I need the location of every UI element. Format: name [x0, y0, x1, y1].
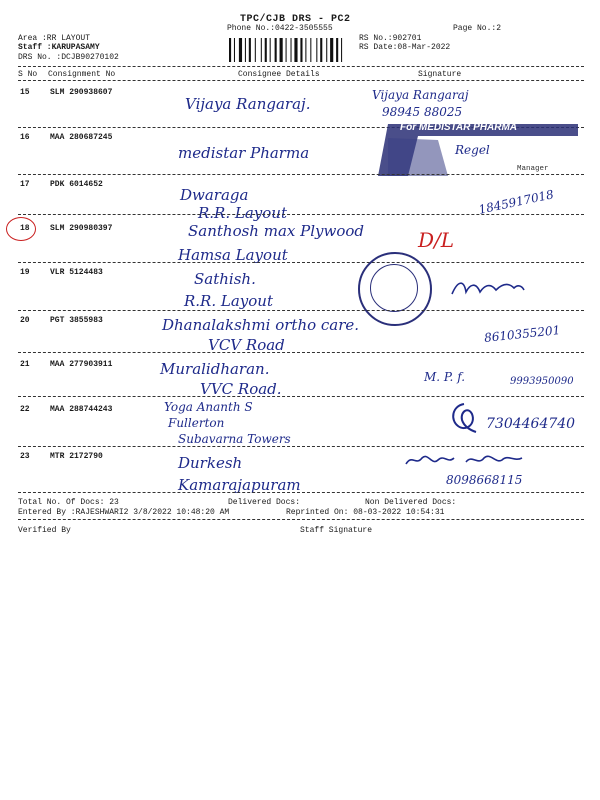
footer-divider: [18, 519, 584, 520]
row-23-signature-phone: 8098668115: [446, 473, 523, 487]
row-18-consignment: SLM 290980397: [50, 224, 113, 233]
rs-date: RS Date:08-Mar-2022: [359, 43, 451, 52]
non-delivered-docs: Non Delivered Docs:: [365, 498, 457, 507]
otto-bock-seal: [358, 252, 432, 326]
row-21-consignment: MAA 277903911: [50, 360, 113, 369]
row-19-consignee-2: R.R. Layout: [184, 292, 273, 310]
row-15-sno: 15: [20, 88, 30, 97]
row-15-consignment: SLM 290938607: [50, 88, 113, 97]
row-22-signature-scribble: [446, 400, 482, 436]
row-22-consignee-3: Subavarna Towers: [178, 432, 291, 446]
row-divider: [18, 446, 584, 447]
row-21-consignee-2: VVC Road.: [200, 380, 282, 398]
col-consignment: Consignment No: [48, 70, 116, 79]
row-divider: [18, 492, 584, 493]
row-divider: [18, 310, 584, 311]
row-17-sno: 17: [20, 180, 30, 189]
row-16-consignment: MAA 280687245: [50, 133, 113, 142]
medistar-stamp-text: For MEDISTAR PHARMA: [400, 122, 518, 133]
total-docs: Total No. Of Docs: 23: [18, 498, 119, 507]
row-20-consignee-2: VCV Road: [208, 336, 285, 354]
drs-title: TPC/CJB DRS - PC2: [240, 14, 351, 25]
row-21-consignee-1: Muralidharan.: [160, 360, 270, 378]
col-sno: S No: [18, 70, 38, 79]
delivered-docs: Delivered Docs:: [228, 498, 301, 507]
row-16-sno: 16: [20, 133, 30, 142]
verified-by: Verified By: [18, 526, 71, 535]
row-divider: [18, 262, 584, 263]
row-17-consignee-1: Dwaraga: [180, 186, 249, 204]
reprinted-on: Reprinted On: 08-03-2022 10:54:31: [286, 508, 445, 517]
row-22-consignee-1: Yoga Ananth S: [164, 400, 253, 414]
row-22-signature-phone: 7304464740: [486, 416, 576, 432]
row-divider: [18, 214, 584, 215]
row-22-consignment: MAA 288744243: [50, 405, 113, 414]
row-15-signature-phone: 98945 88025: [382, 105, 463, 119]
row-divider: [18, 396, 584, 397]
row-17-consignment: PDK 6014652: [50, 180, 103, 189]
barcode-image: [229, 38, 354, 62]
row-21-signature-phone: 9993950090: [510, 376, 574, 387]
row-20-sno: 20: [20, 316, 30, 325]
staff-signature: Staff Signature: [300, 526, 373, 535]
row-18-sno: 18: [20, 224, 30, 233]
row-22-consignee-2: Fullerton: [168, 416, 225, 430]
staff-field: Staff :KARUPASAMY: [18, 43, 100, 52]
row-divider: [18, 352, 584, 353]
col-signature: Signature: [418, 70, 462, 79]
entered-by: Entered By :RAJESHWARI2 3/8/2022 10:48:20 AM: [18, 508, 230, 517]
row-19-consignee-1: Sathish.: [194, 270, 256, 288]
row-21-sno: 21: [20, 360, 30, 369]
rs-number: RS No.:902701: [359, 34, 422, 43]
row-18-dl-mark: D/L: [418, 228, 455, 252]
row-20-signature: 8610355201: [483, 323, 561, 345]
row-19-consignment: VLR 5124483: [50, 268, 103, 277]
column-divider: [18, 80, 584, 81]
row-19-sno: 19: [20, 268, 30, 277]
row-15-signature-name: Vijaya Rangaraj: [372, 88, 469, 102]
row-21-signature-name: M. P. f.: [424, 370, 466, 384]
row-17-signature: 1845917018: [477, 187, 555, 217]
header-divider: [18, 66, 584, 67]
row-16-manager: Manager: [517, 165, 549, 173]
drs-number: DRS No. :DCJB90270102: [18, 53, 119, 62]
row-18-consignee-2: Hamsa Layout: [178, 246, 288, 264]
row-17-consignee-2: R.R. Layout: [198, 204, 287, 222]
row-23-consignee-2: Kamarajapuram: [178, 476, 301, 494]
row-23-signature-scribble: [402, 450, 532, 470]
row-16-signature: Regel: [455, 143, 490, 157]
row-18-consignee-1: Santhosh max Plywood: [188, 222, 364, 240]
row-22-sno: 22: [20, 405, 30, 414]
row-divider: [18, 174, 584, 175]
area-field: Area :RR LAYOUT: [18, 34, 91, 43]
row-23-consignment: MTR 2172790: [50, 452, 103, 461]
col-consignee: Consignee Details: [238, 70, 320, 79]
row-15-consignee: Vijaya Rangaraj.: [185, 95, 311, 113]
page-number: Page No.:2: [453, 24, 502, 33]
row-16-consignee: medistar Pharma: [178, 144, 310, 162]
row-23-consignee-1: Durkesh: [178, 454, 243, 472]
phone-number: Phone No.:0422-3505555: [227, 24, 333, 33]
row-23-sno: 23: [20, 452, 30, 461]
row-20-consignment: PGT 3855983: [50, 316, 103, 325]
row-19-signature-scribble: [448, 276, 528, 300]
row-20-consignee-1: Dhanalakshmi ortho care.: [162, 316, 360, 334]
